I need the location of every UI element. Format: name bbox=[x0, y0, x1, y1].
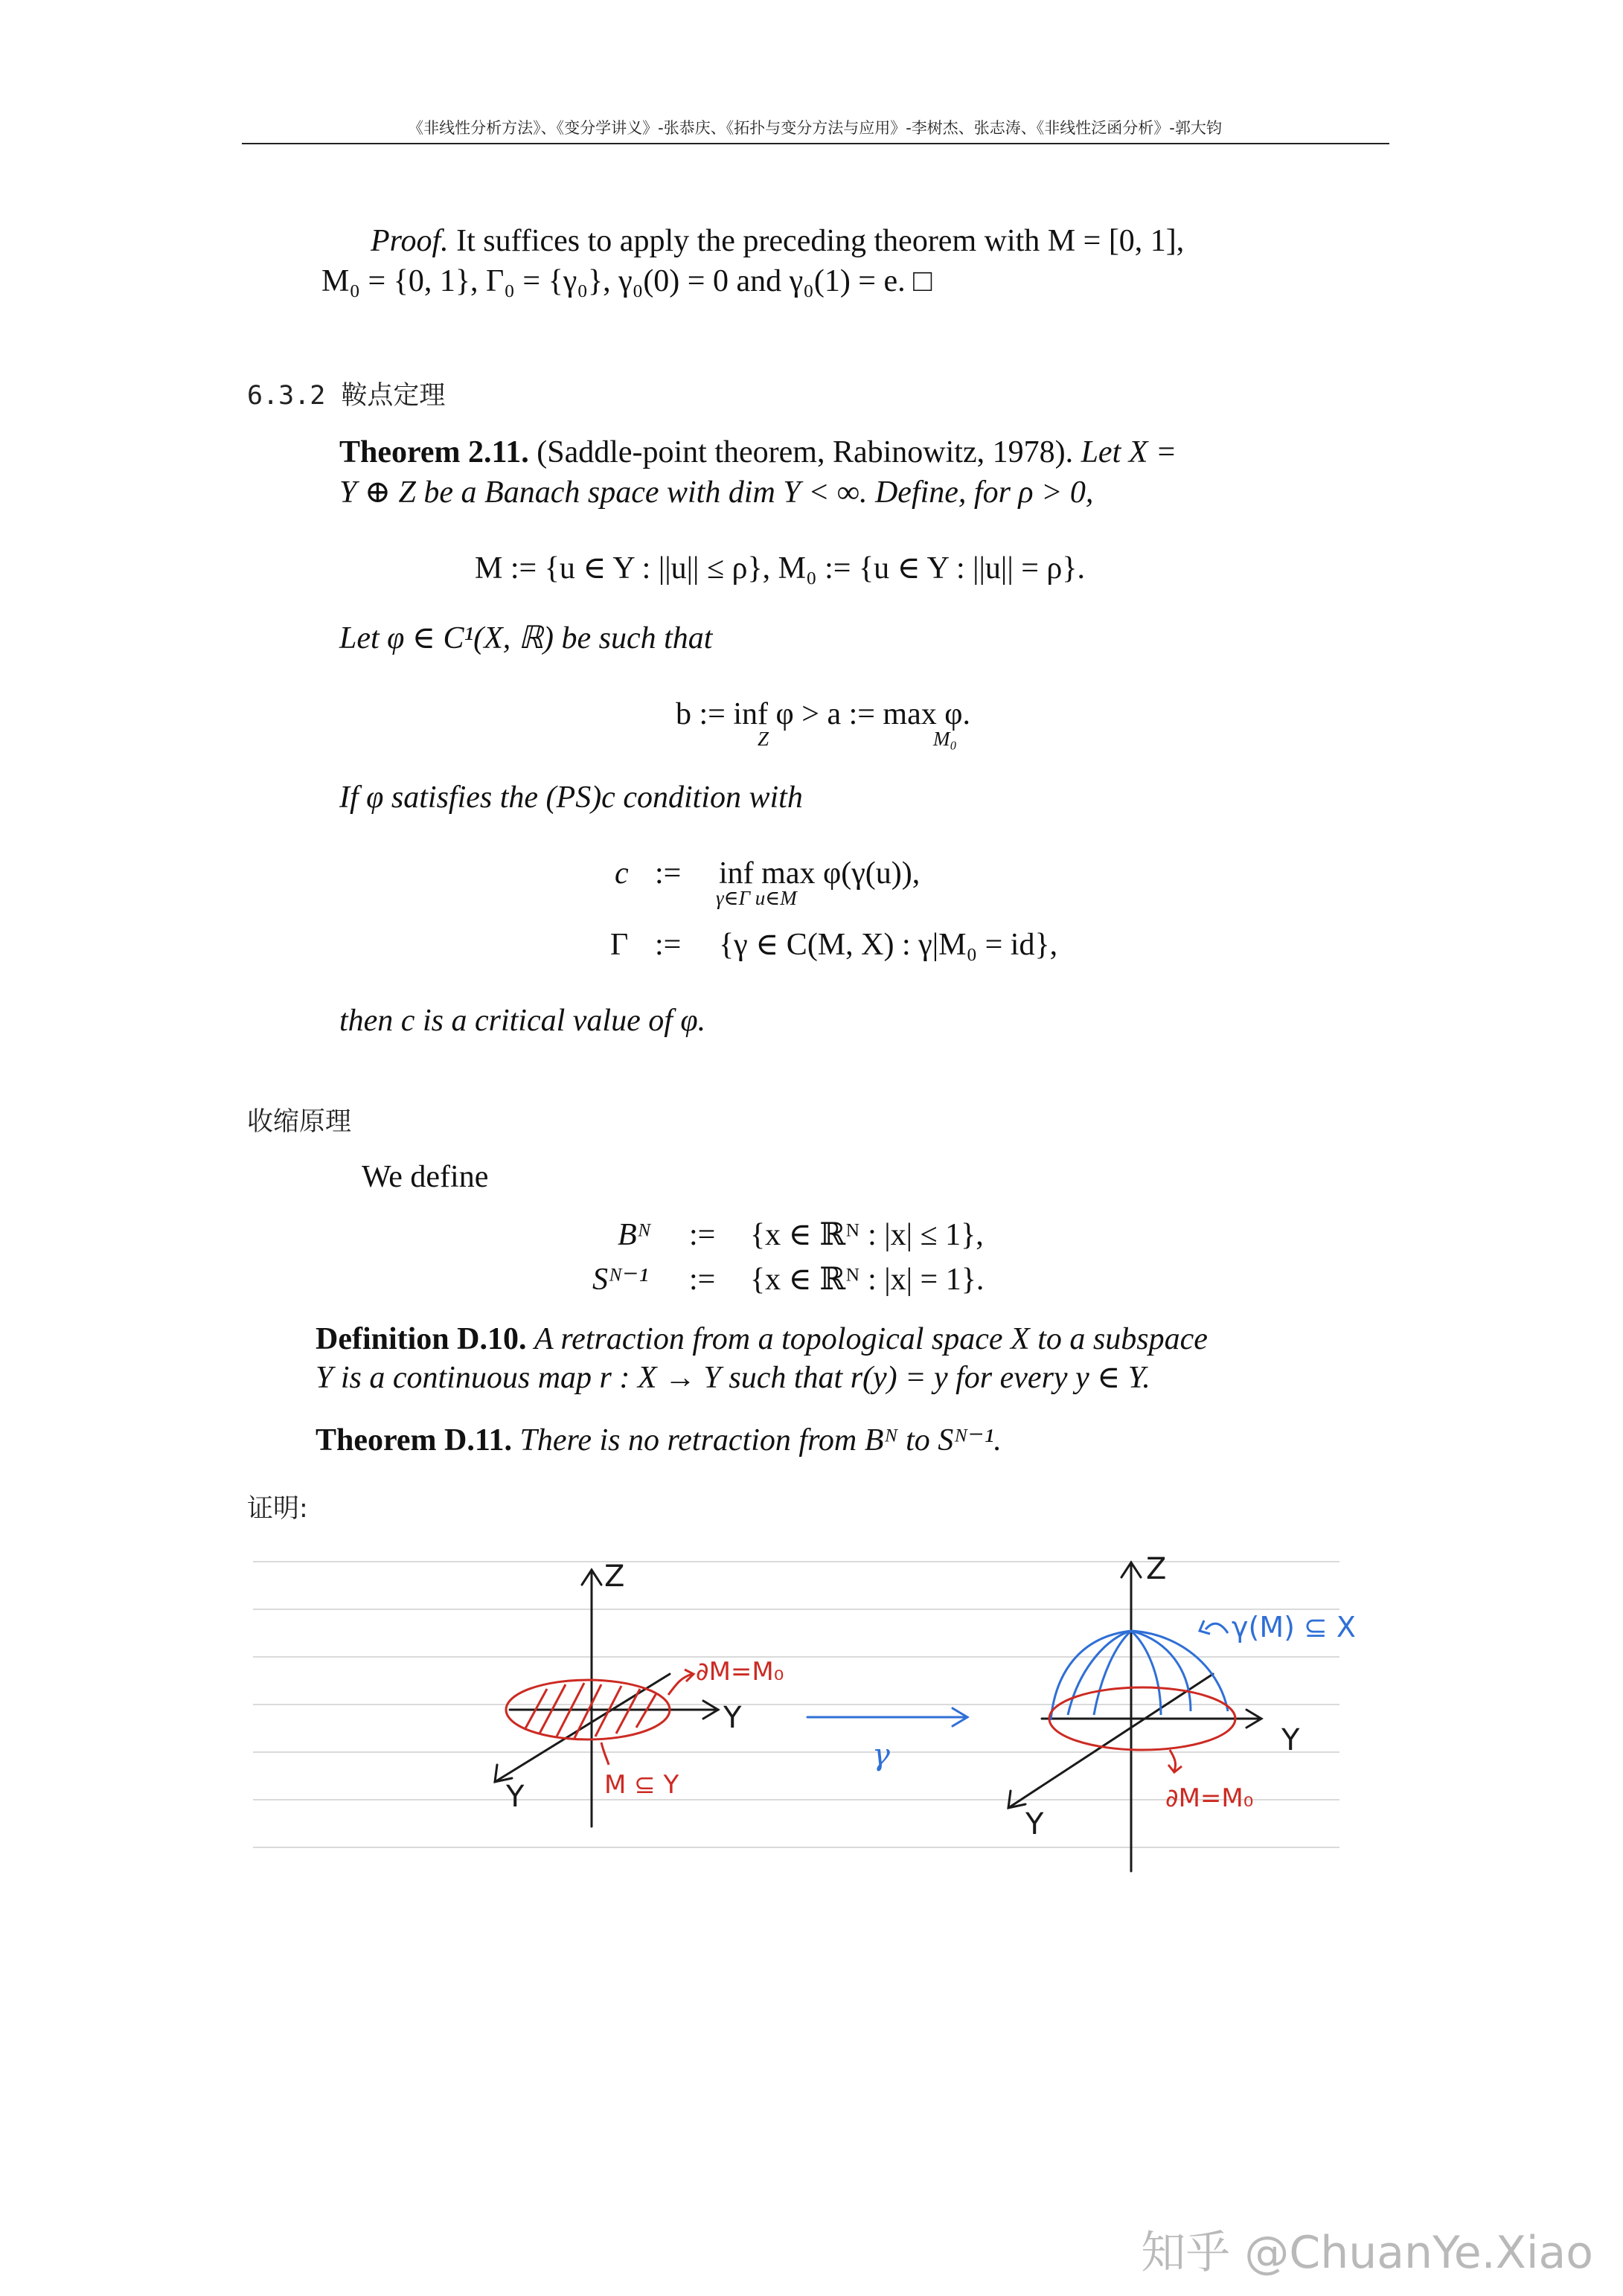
right-y-axis-label: Y bbox=[1281, 1723, 1300, 1757]
equation-c-rhs: inf max φ(γ(u)), bbox=[719, 856, 921, 891]
definition-d10-text: A retraction from a topological space X to a subspace bbox=[534, 1322, 1208, 1356]
theorem-211-line-1-tail: Let X = bbox=[1081, 435, 1177, 469]
right-y-diag-label: Y bbox=[1025, 1807, 1044, 1841]
definition-d10-line-2: Y is a continuous map r : X → Y such that r(y) = y for every y ∈ Y. bbox=[316, 1361, 1150, 1395]
section-heading: 6.3.2 鞍点定理 bbox=[247, 381, 446, 411]
theorem-211-then-line: then c is a critical value of φ. bbox=[339, 1004, 706, 1038]
retraction-heading: 收缩原理 bbox=[247, 1107, 352, 1137]
left-m-label: M ⊆ Y bbox=[604, 1770, 679, 1800]
equation-sphere-def: := bbox=[689, 1263, 716, 1297]
theorem-211-label: Theorem 2.11. bbox=[339, 435, 529, 469]
map-label: γ bbox=[872, 1738, 890, 1772]
left-y-diag-label: Y bbox=[506, 1780, 525, 1814]
equation-c-sub: γ∈Γ u∈M bbox=[716, 887, 797, 909]
equation-b-sub-inf: Z bbox=[758, 728, 769, 750]
equation-gamma-def: := bbox=[655, 928, 682, 962]
proof-heading: 证明: bbox=[247, 1494, 308, 1524]
equation-b-sub-max: M₀ bbox=[933, 728, 957, 750]
left-boundary-label: ∂M=M₀ bbox=[696, 1657, 784, 1687]
watermark: 知乎 @ChuanYe.Xiao bbox=[1141, 2227, 1593, 2279]
we-define: We define bbox=[362, 1160, 489, 1194]
equation-sets: M := {u ∈ Y : ||u|| ≤ ρ}, M₀ := {u ∈ Y : ||u|| = ρ}. bbox=[475, 551, 1086, 586]
equation-ball-rhs: {x ∈ ℝᴺ : |x| ≤ 1}, bbox=[750, 1218, 984, 1252]
theorem-d11-label: Theorem D.11. bbox=[316, 1423, 513, 1458]
equation-gamma-rhs: {γ ∈ C(M, X) : γ|M₀ = id}, bbox=[719, 928, 1058, 962]
theorem-211-line-2: Y ⊕ Z be a Banach space with dim Y < ∞. Define, for ρ > 0, bbox=[339, 475, 1094, 510]
right-boundary-label: ∂M=M₀ bbox=[1165, 1783, 1254, 1813]
theorem-211-if-line: If φ satisfies the (PS)c condition with bbox=[339, 780, 803, 815]
left-y-axis-label: Y bbox=[723, 1701, 742, 1735]
map-arrow bbox=[807, 1708, 967, 1726]
theorem-211-attribution: (Saddle-point theorem, Rabinowitz, 1978). bbox=[537, 435, 1074, 469]
running-header: 《非线性分析方法》、《变分学讲义》-张恭庆、《拓扑与变分方法与应用》-李树杰、张志涛、《非线性泛函分析》-郭大钧 bbox=[408, 119, 1222, 137]
definition-d10-label: Definition D.10. bbox=[316, 1322, 527, 1356]
right-dome bbox=[1051, 1620, 1228, 1720]
equation-ball-lhs: Bᴺ bbox=[618, 1218, 651, 1252]
equation-gamma-lhs: Γ bbox=[610, 928, 629, 962]
equation-c-def: := bbox=[655, 856, 682, 891]
right-image-label: γ(M) ⊆ X bbox=[1232, 1611, 1356, 1644]
theorem-d11-text: There is no retraction from Bᴺ to Sᴺ⁻¹. bbox=[519, 1423, 1002, 1458]
proof-line-2: M₀ = {0, 1}, Γ₀ = {γ₀}, γ₀(0) = 0 and γ₀(1) = e. □ bbox=[321, 264, 932, 298]
equation-sphere-rhs: {x ∈ ℝᴺ : |x| = 1}. bbox=[750, 1263, 985, 1297]
left-z-label: Z bbox=[604, 1559, 625, 1594]
right-z-label: Z bbox=[1146, 1552, 1167, 1586]
equation-ball-def: := bbox=[689, 1218, 716, 1252]
equation-c-lhs: c bbox=[615, 856, 629, 891]
theorem-211-let-line: Let φ ∈ C¹(X, ℝ) be such that bbox=[339, 621, 713, 655]
equation-b-a: b := inf φ > a := max φ. bbox=[676, 697, 970, 731]
equation-sphere-lhs: Sᴺ⁻¹ bbox=[592, 1263, 649, 1297]
right-disc bbox=[1049, 1687, 1235, 1772]
right-axes bbox=[1008, 1562, 1261, 1871]
proof-word: Proof. bbox=[371, 224, 449, 258]
proof-line-1-text: It suffices to apply the preceding theorem with M = [0, 1], bbox=[456, 224, 1185, 258]
